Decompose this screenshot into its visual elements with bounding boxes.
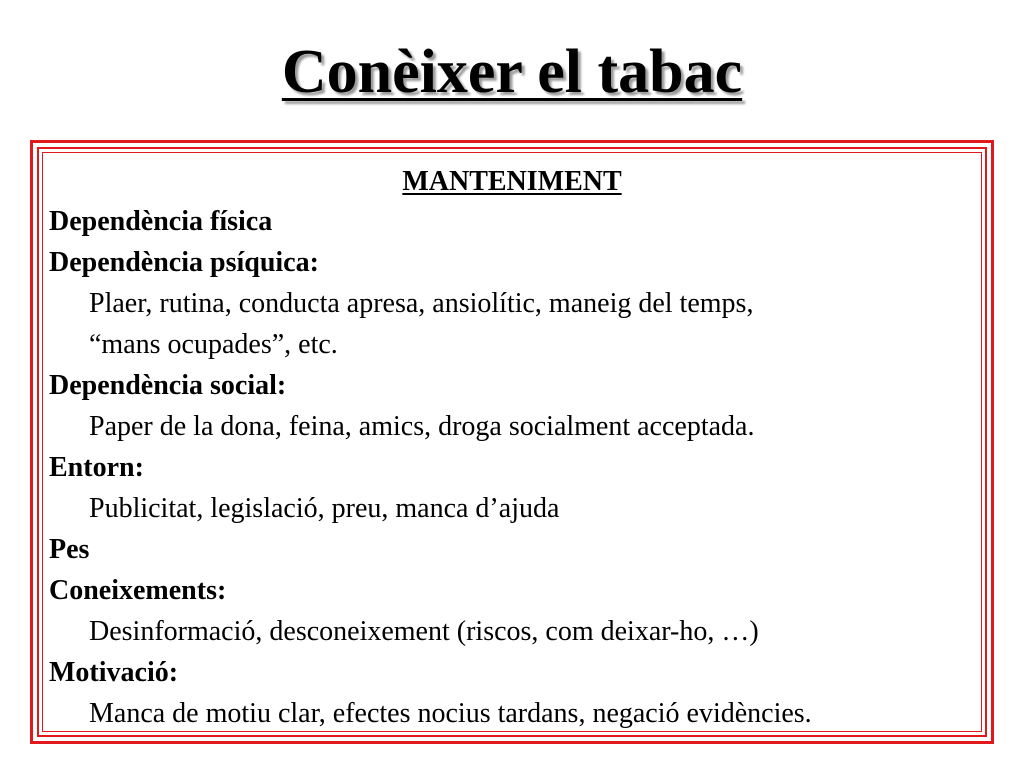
item-label-pes: Pes — [49, 534, 90, 565]
section-heading: MANTENIMENT — [402, 166, 622, 197]
item-label-coneixements: Coneixements: — [49, 575, 227, 606]
item-detail-motivacio: Manca de motiu clar, efectes nocius tardans, negació evidències. — [89, 698, 812, 729]
content-body — [49, 161, 975, 734]
item-label-motivacio: Motivació: — [49, 657, 179, 688]
item-detail-dependencia-psiquica-line-2: “mans ocupades”, etc. — [89, 329, 338, 360]
content-frame — [30, 140, 994, 744]
content-frame-inner-border — [37, 147, 987, 737]
content-frame-core — [42, 152, 982, 732]
item-detail-coneixements: Desinformació, desconeixement (riscos, com deixar-ho, …) — [89, 616, 759, 647]
item-label-dependencia-fisica: Dependència física — [49, 206, 273, 237]
item-detail-dependencia-psiquica-line-1: Plaer, rutina, conducta apresa, ansiolític, maneig del temps, — [89, 288, 754, 319]
item-label-dependencia-psiquica: Dependència psíquica: — [49, 247, 319, 278]
item-label-dependencia-social: Dependència social: — [49, 370, 287, 401]
item-label-entorn: Entorn: — [49, 452, 144, 483]
item-detail-entorn: Publicitat, legislació, preu, manca d’ajuda — [89, 493, 560, 524]
slide-title: Conèixer el tabac — [281, 38, 743, 106]
item-detail-dependencia-social: Paper de la dona, feina, amics, droga socialment acceptada. — [89, 411, 755, 442]
